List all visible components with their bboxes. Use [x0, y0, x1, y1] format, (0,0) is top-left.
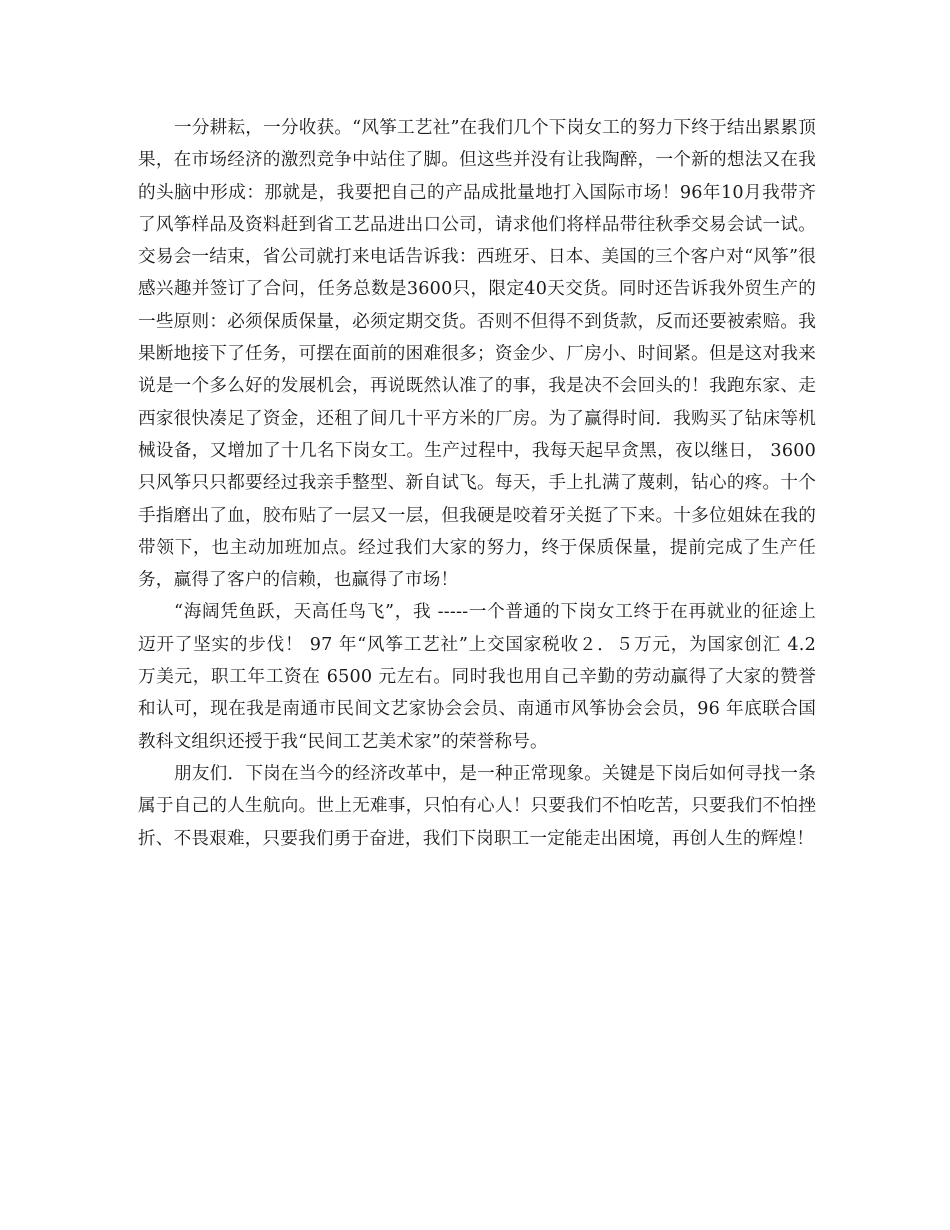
paragraph-kite-workshop-story: 一分耕耘，一分收获。“风筝工艺社”在我们几个下岗女工的努力下终于结出累累顶果，在市场经济的激烈竞争中站住了脚。但这些并没有让我陶醉，一个新的想法又在我的头脑中形成：那就是，我要把自己的产品成批量地打入国际市场！96年10月我带齐了风筝样品及资料赶到省工艺品进出口公司，请求他们将样品带往秋季交易会试一试。交易会一结束，省公司就打来电话告诉我：西班牙、日本、美国的三个客户对“风筝”很感兴趣并签订了合问，任务总数是3600只，限定40天交货。同时还告诉我外贸生产的一些原则：必须保质保量，必须定期交货。否则不但得不到货款，反而还要被索赔。我果断地接下了任务，可摆在面前的困难很多；资金少、厂房小、时间紧。但是这对我来说是一个多么好的发展机会，再说既然认准了的事，我是决不会回头的！我跑东家、走西家很快凑足了资金，还租了间几十平方米的厂房。为了赢得时间．我购买了钻床等机械设备，又增加了十几名下岗女工。生产过程中，我每天起早贪黑，夜以继日， 3600 只风筝只只都要经过我亲手整型、新自试飞。每天，手上扎满了蔑刺，钻心的疼。十个手指磨出了血，胶布贴了一层又一层，但我硬是咬着牙关挺了下来。十多位姐妹在我的带领下，也主动加班加点。经过我们大家的努力，终于保质保量，提前完成了生产任务，赢得了客户的信赖，也赢得了市场！ [138, 118, 816, 591]
paragraph-closing-message: 朋友们．下岗在当今的经济改革中，是一种正常现象。关键是下岗后如何寻找一条属于自己的人生航向。世上无难事，只怕有心人！只要我们不怕吃苦，只要我们不怕挫折、不畏艰难，只要我们勇于奋进，我们下岗职工一定能走出困境，再创人生的辉煌！ [138, 763, 816, 849]
document-body [138, 112, 816, 855]
paragraph-achievements: “海阔凭鱼跃，天高任鸟飞”，我 -----一个普通的下岗女工终于在再就业的征途上迈开了坚实的步伐！ 97 年“风筝工艺社”上交国家税收２．５万元，为国家创汇 4.2 万美元，职工年工资在 6500 元左右。同时我也用自己辛勤的劳动赢得了大家的赞誉和认可，现在我是南通市民间文艺家协会会员、南通市风筝协会会员，96 年底联合国教科文组织还授于我“民间工艺美术家”的荣誉称号。 [138, 602, 816, 752]
